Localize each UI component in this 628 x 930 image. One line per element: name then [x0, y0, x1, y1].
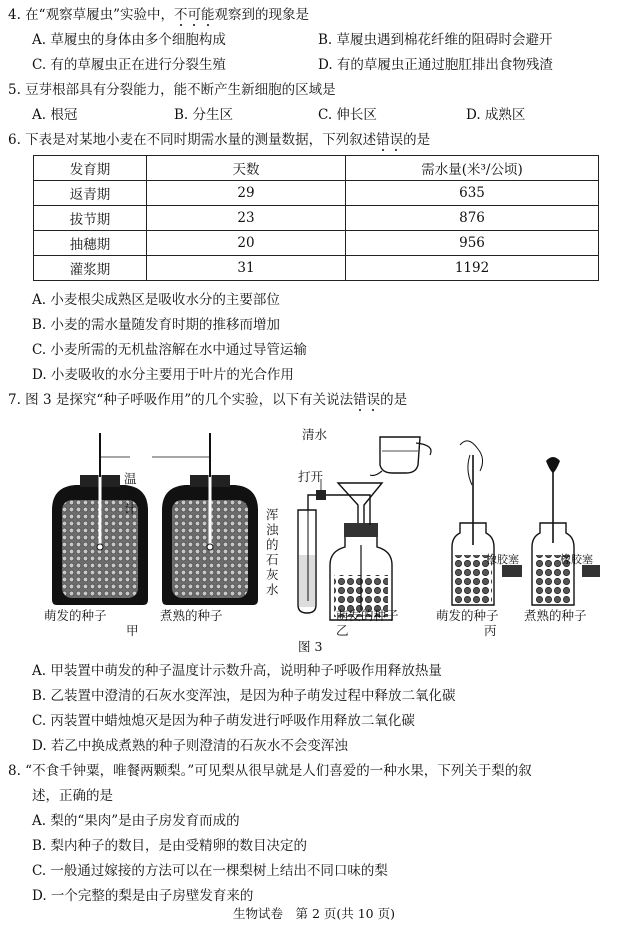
apparatus-jia: [52, 433, 258, 605]
q5-option-c: C. 伸长区: [318, 107, 377, 123]
water-demand-table: [33, 155, 599, 281]
q4-option-a: A. 草履虫的身体由多个细胞构成: [32, 32, 226, 48]
table-cell: 返青期: [34, 181, 147, 206]
q8-stem-line2: 述，正确的是: [32, 788, 113, 804]
table-header-row: [34, 156, 599, 181]
figure-3: [40, 415, 600, 655]
q5-stem: 5. 豆芽根部具有分裂能力，能不断产生新细胞的区域是: [8, 82, 336, 98]
q7-option-d: D. 若乙中换成煮熟的种子则澄清的石灰水不会变浑浊: [32, 738, 348, 754]
label-stopper-1: 橡胶塞: [486, 553, 519, 566]
q6-option-a: A. 小麦根尖成熟区是吸收水分的主要部位: [32, 292, 280, 308]
table-cell: 抽穗期: [34, 231, 147, 256]
table-row: [34, 181, 599, 206]
label-yi: 乙: [336, 623, 349, 638]
label-jia: 甲: [126, 623, 139, 638]
q7-option-b: B. 乙装置中澄清的石灰水变浑浊，是因为种子萌发过程中释放二氧化碳: [32, 688, 456, 704]
label-thermometer: 温度计: [124, 471, 137, 516]
label-cooked-jia: 煮熟的种子: [160, 608, 223, 623]
table-row: [34, 231, 599, 256]
q8-stem-line1: 8. “不食千钟粟，唯餐两颗梨。”可见梨从很早就是人们喜爱的一种水果，下列关于梨的叙: [8, 763, 532, 779]
label-germinating-bing: 萌发的种子: [436, 608, 499, 623]
q7-option-c: C. 丙装置中蜡烛熄灭是因为种子萌发进行呼吸作用释放二氧化碳: [32, 713, 415, 729]
experiment-illustration: [40, 415, 600, 655]
page-footer: 生物试卷 第 2 页(共 10 页): [232, 906, 395, 921]
label-stopper-2: 橡胶塞: [560, 553, 593, 566]
apparatus-bing: [452, 441, 600, 605]
table-cell: 拔节期: [34, 206, 147, 231]
label-limewater: 浑浊的石灰水: [266, 507, 279, 597]
q5-option-b: B. 分生区: [174, 107, 234, 123]
table-cell: 29: [147, 181, 346, 206]
q7-stem: 7. 图 3 是探究“种子呼吸作用”的几个实验，以下有关说法错误的是: [8, 392, 408, 408]
q6-option-b: B. 小麦的需水量随发育时期的推移而增加: [32, 317, 281, 333]
q8-option-d: D. 一个完整的梨是由子房壁发育来的: [32, 888, 254, 904]
q4-stem: 4. 在“观察草履虫”实验中，不可能观察到的现象是: [8, 7, 309, 23]
q8-option-b: B. 梨内种子的数目，是由受精卵的数目决定的: [32, 838, 308, 854]
table-cell: 20: [147, 231, 346, 256]
q5-option-a: A. 根冠: [32, 107, 78, 123]
table-cell: 876: [346, 206, 599, 231]
q7-option-a: A. 甲装置中萌发的种子温度计示数升高，说明种子呼吸作用释放热量: [32, 663, 442, 679]
table-cell: 23: [147, 206, 346, 231]
label-germinating-jia: 萌发的种子: [44, 608, 107, 623]
figure-caption: 图 3: [298, 639, 323, 654]
q8-option-a: A. 梨的“果肉”是由子房发育而成的: [32, 813, 240, 829]
q8-option-c: C. 一般通过嫁接的方法可以在一棵梨树上结出不同口味的梨: [32, 863, 388, 879]
table-row: [34, 206, 599, 231]
table-header: 需水量(米³/公顷): [346, 156, 599, 181]
q6-option-d: D. 小麦吸收的水分主要用于叶片的光合作用: [32, 367, 294, 383]
q4-option-d: D. 有的草履虫正通过胞肛排出食物残渣: [318, 57, 553, 73]
label-bing: 丙: [484, 623, 497, 638]
table-header: 天数: [147, 156, 346, 181]
table-cell: 635: [346, 181, 599, 206]
table-cell: 1192: [346, 256, 599, 281]
table-cell: 31: [147, 256, 346, 281]
label-clear-water: 清水: [302, 427, 328, 442]
table-header: 发育期: [34, 156, 147, 181]
label-germinating-yi: 萌发的种子: [336, 608, 399, 623]
table-cell: 956: [346, 231, 599, 256]
table-cell: 灌浆期: [34, 256, 147, 281]
label-open: 打开: [298, 469, 324, 484]
q6-option-c: C. 小麦所需的无机盐溶解在水中通过导管运输: [32, 342, 307, 358]
q5-option-d: D. 成熟区: [466, 107, 526, 123]
q4-option-c: C. 有的草履虫正在进行分裂生殖: [32, 57, 226, 73]
table-row: [34, 256, 599, 281]
q6-stem: 6. 下表是对某地小麦在不同时期需水量的测量数据，下列叙述错误的是: [8, 132, 431, 148]
q4-option-b: B. 草履虫遇到棉花纤维的阻碍时会避开: [318, 32, 553, 48]
label-cooked-bing: 煮熟的种子: [524, 608, 587, 623]
apparatus-yi: [298, 437, 431, 620]
